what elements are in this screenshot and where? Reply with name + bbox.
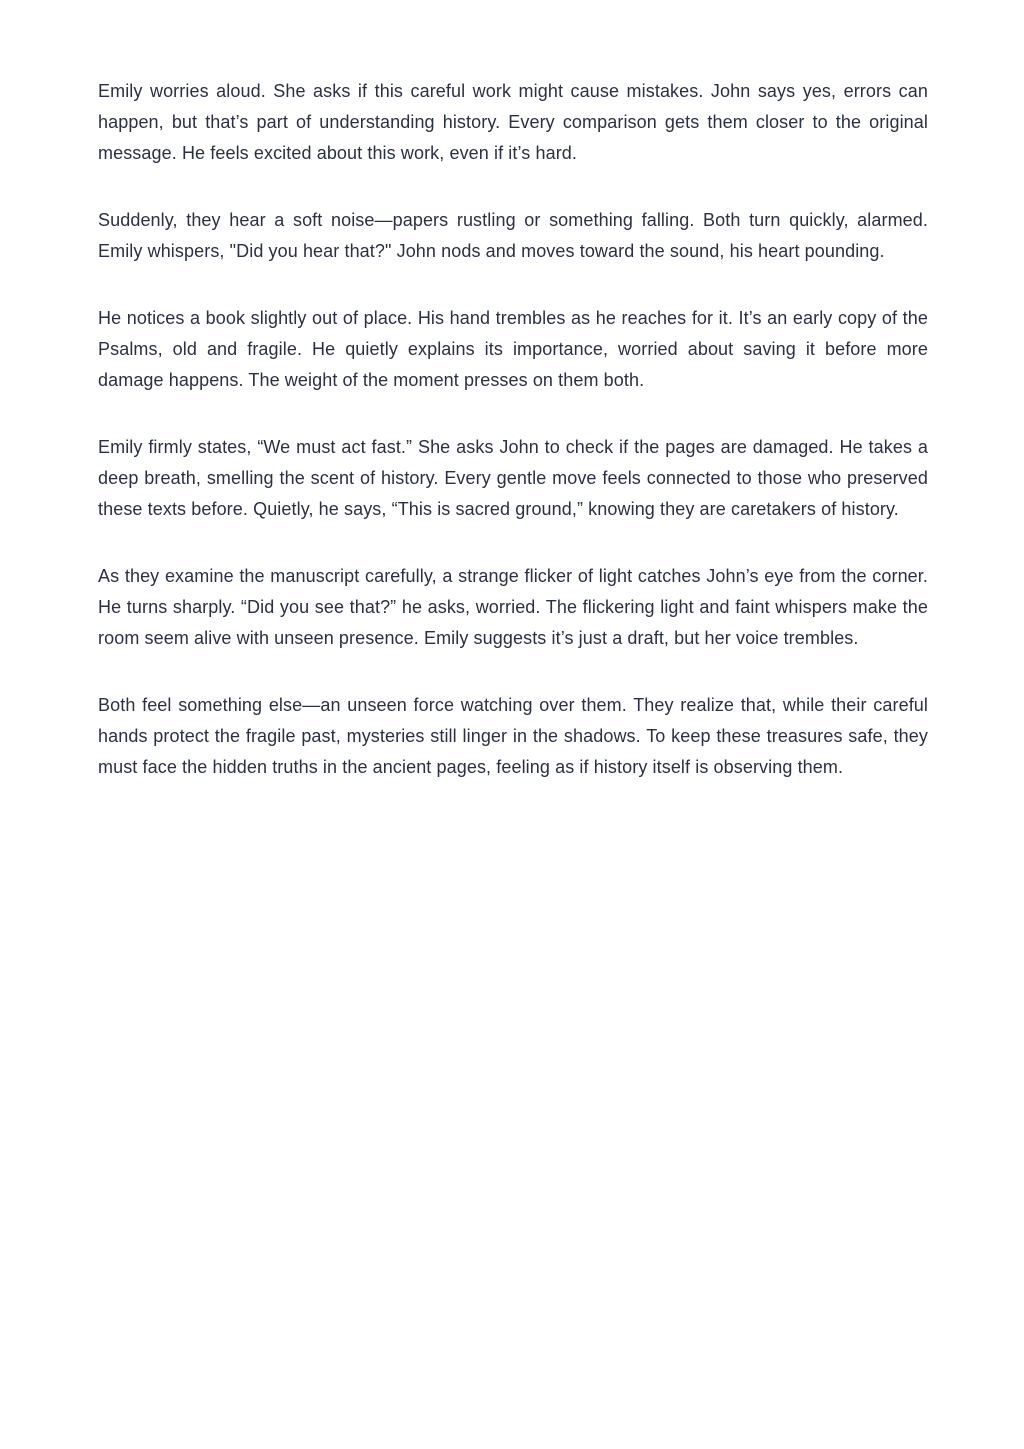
paragraph-2: Suddenly, they hear a soft noise—papers rustling or something falling. Both turn quickly, alarmed. Emily whispers, "Did you hear that?" John nods and moves toward the sound, his heart pounding. — [98, 210, 928, 261]
document-page — [98, 76, 928, 819]
paragraph-6: Both feel something else—an unseen force watching over them. They realize that, while their careful hands protect the fragile past, mysteries still linger in the shadows. To keep these treasures safe, they must face the hidden truths in the ancient pages, feeling as if history itself is observing them. — [98, 695, 928, 777]
paragraph-1: Emily worries aloud. She asks if this careful work might cause mistakes. John says yes, errors can happen, but that’s part of understanding history. Every comparison gets them closer to the original message. He feels excited about this work, even if it’s hard. — [98, 81, 928, 163]
paragraph-5: As they examine the manuscript carefully, a strange flicker of light catches John’s eye from the corner. He turns sharply. “Did you see that?” he asks, worried. The flickering light and faint whispers make the room seem alive with unseen presence. Emily suggests it’s just a draft, but her voice trembles. — [98, 566, 928, 648]
paragraph-4: Emily firmly states, “We must act fast.” She asks John to check if the pages are damaged. He takes a deep breath, smelling the scent of history. Every gentle move feels connected to those who preserved these texts before. Quietly, he says, “This is sacred ground,” knowing they are caretakers of history. — [98, 437, 928, 519]
paragraph-3: He notices a book slightly out of place. His hand trembles as he reaches for it. It’s an early copy of the Psalms, old and fragile. He quietly explains its importance, worried about saving it before more damage happens. The weight of the moment presses on them both. — [98, 308, 928, 390]
